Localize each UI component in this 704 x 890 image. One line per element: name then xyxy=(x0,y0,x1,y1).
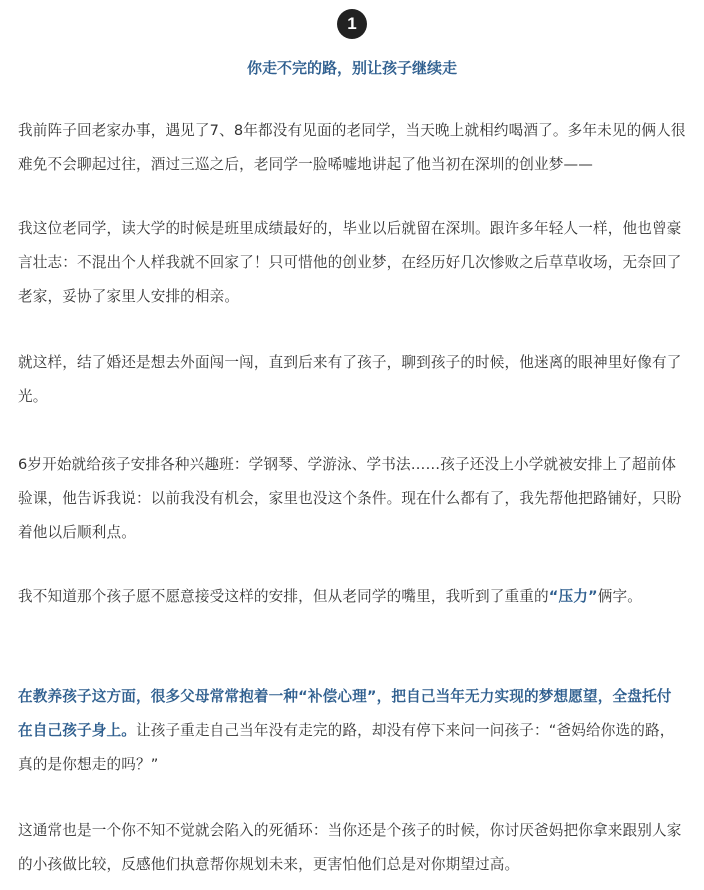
section-title: 你走不完的路，别让孩子继续走 xyxy=(246,59,457,77)
paragraph-6-text-after: 让孩子重走自己当年没有走完的路，却没有停下来问一问孩子：“爸妈给你选的路，真的是你想走的吗？” xyxy=(18,722,675,773)
paragraph-5 xyxy=(18,580,686,614)
section-number-badge: 1 xyxy=(337,9,367,39)
paragraph-6 xyxy=(18,680,686,782)
paragraph-5-text-before: 我不知道那个孩子愿不愿意接受这样的安排，但从老同学的嘴里，我听到了重重的 xyxy=(18,588,549,605)
paragraph-6-highlight: 在教养孩子这方面，很多父母常常抱着一种“补偿心理”，把自己当年无力实现的梦想愿望，全盘托付在自己孩子身上。 xyxy=(18,688,672,739)
paragraph-5-highlight: “压力” xyxy=(548,588,598,605)
paragraph-3: 就这样，结了婚还是想去外面闯一闯，直到后来有了孩子，聊到孩子的时候，他迷离的眼神里好像有了光。 xyxy=(18,354,682,405)
paragraph-2: 我这位老同学，读大学的时候是班里成绩最好的，毕业以后就留在深圳。跟许多年轻人一样，他也曾豪言壮志：不混出个人样我就不回家了！只可惜他的创业梦，在经历好几次惨败之后草草收场，无奈回了老家，妥协了家里人安排的相亲。 xyxy=(18,220,682,305)
paragraph-4: 6岁开始就给孩子安排各种兴趣班：学钢琴、学游泳、学书法……孩子还没上小学就被安排上了超前体验课，他告诉我说：以前我没有机会，家里也没这个条件。现在什么都有了，我先帮他把路铺好，只盼着他以后顺利点。 xyxy=(18,456,682,541)
paragraph-1: 我前阵子回老家办事，遇见了7、8年都没有见面的老同学，当天晚上就相约喝酒了。多年未见的俩人很难免不会聊起过往，酒过三巡之后，老同学一脸唏嘘地讲起了他当初在深圳的创业梦—— xyxy=(18,122,686,173)
paragraph-5-text-after: 俩字。 xyxy=(597,588,642,605)
paragraph-7: 这通常也是一个你不知不觉就会陷入的死循环：当你还是个孩子的时候，你讨厌爸妈把你拿来跟别人家的小孩做比较，反感他们执意帮你规划未来，更害怕他们总是对你期望过高。 xyxy=(18,822,682,873)
